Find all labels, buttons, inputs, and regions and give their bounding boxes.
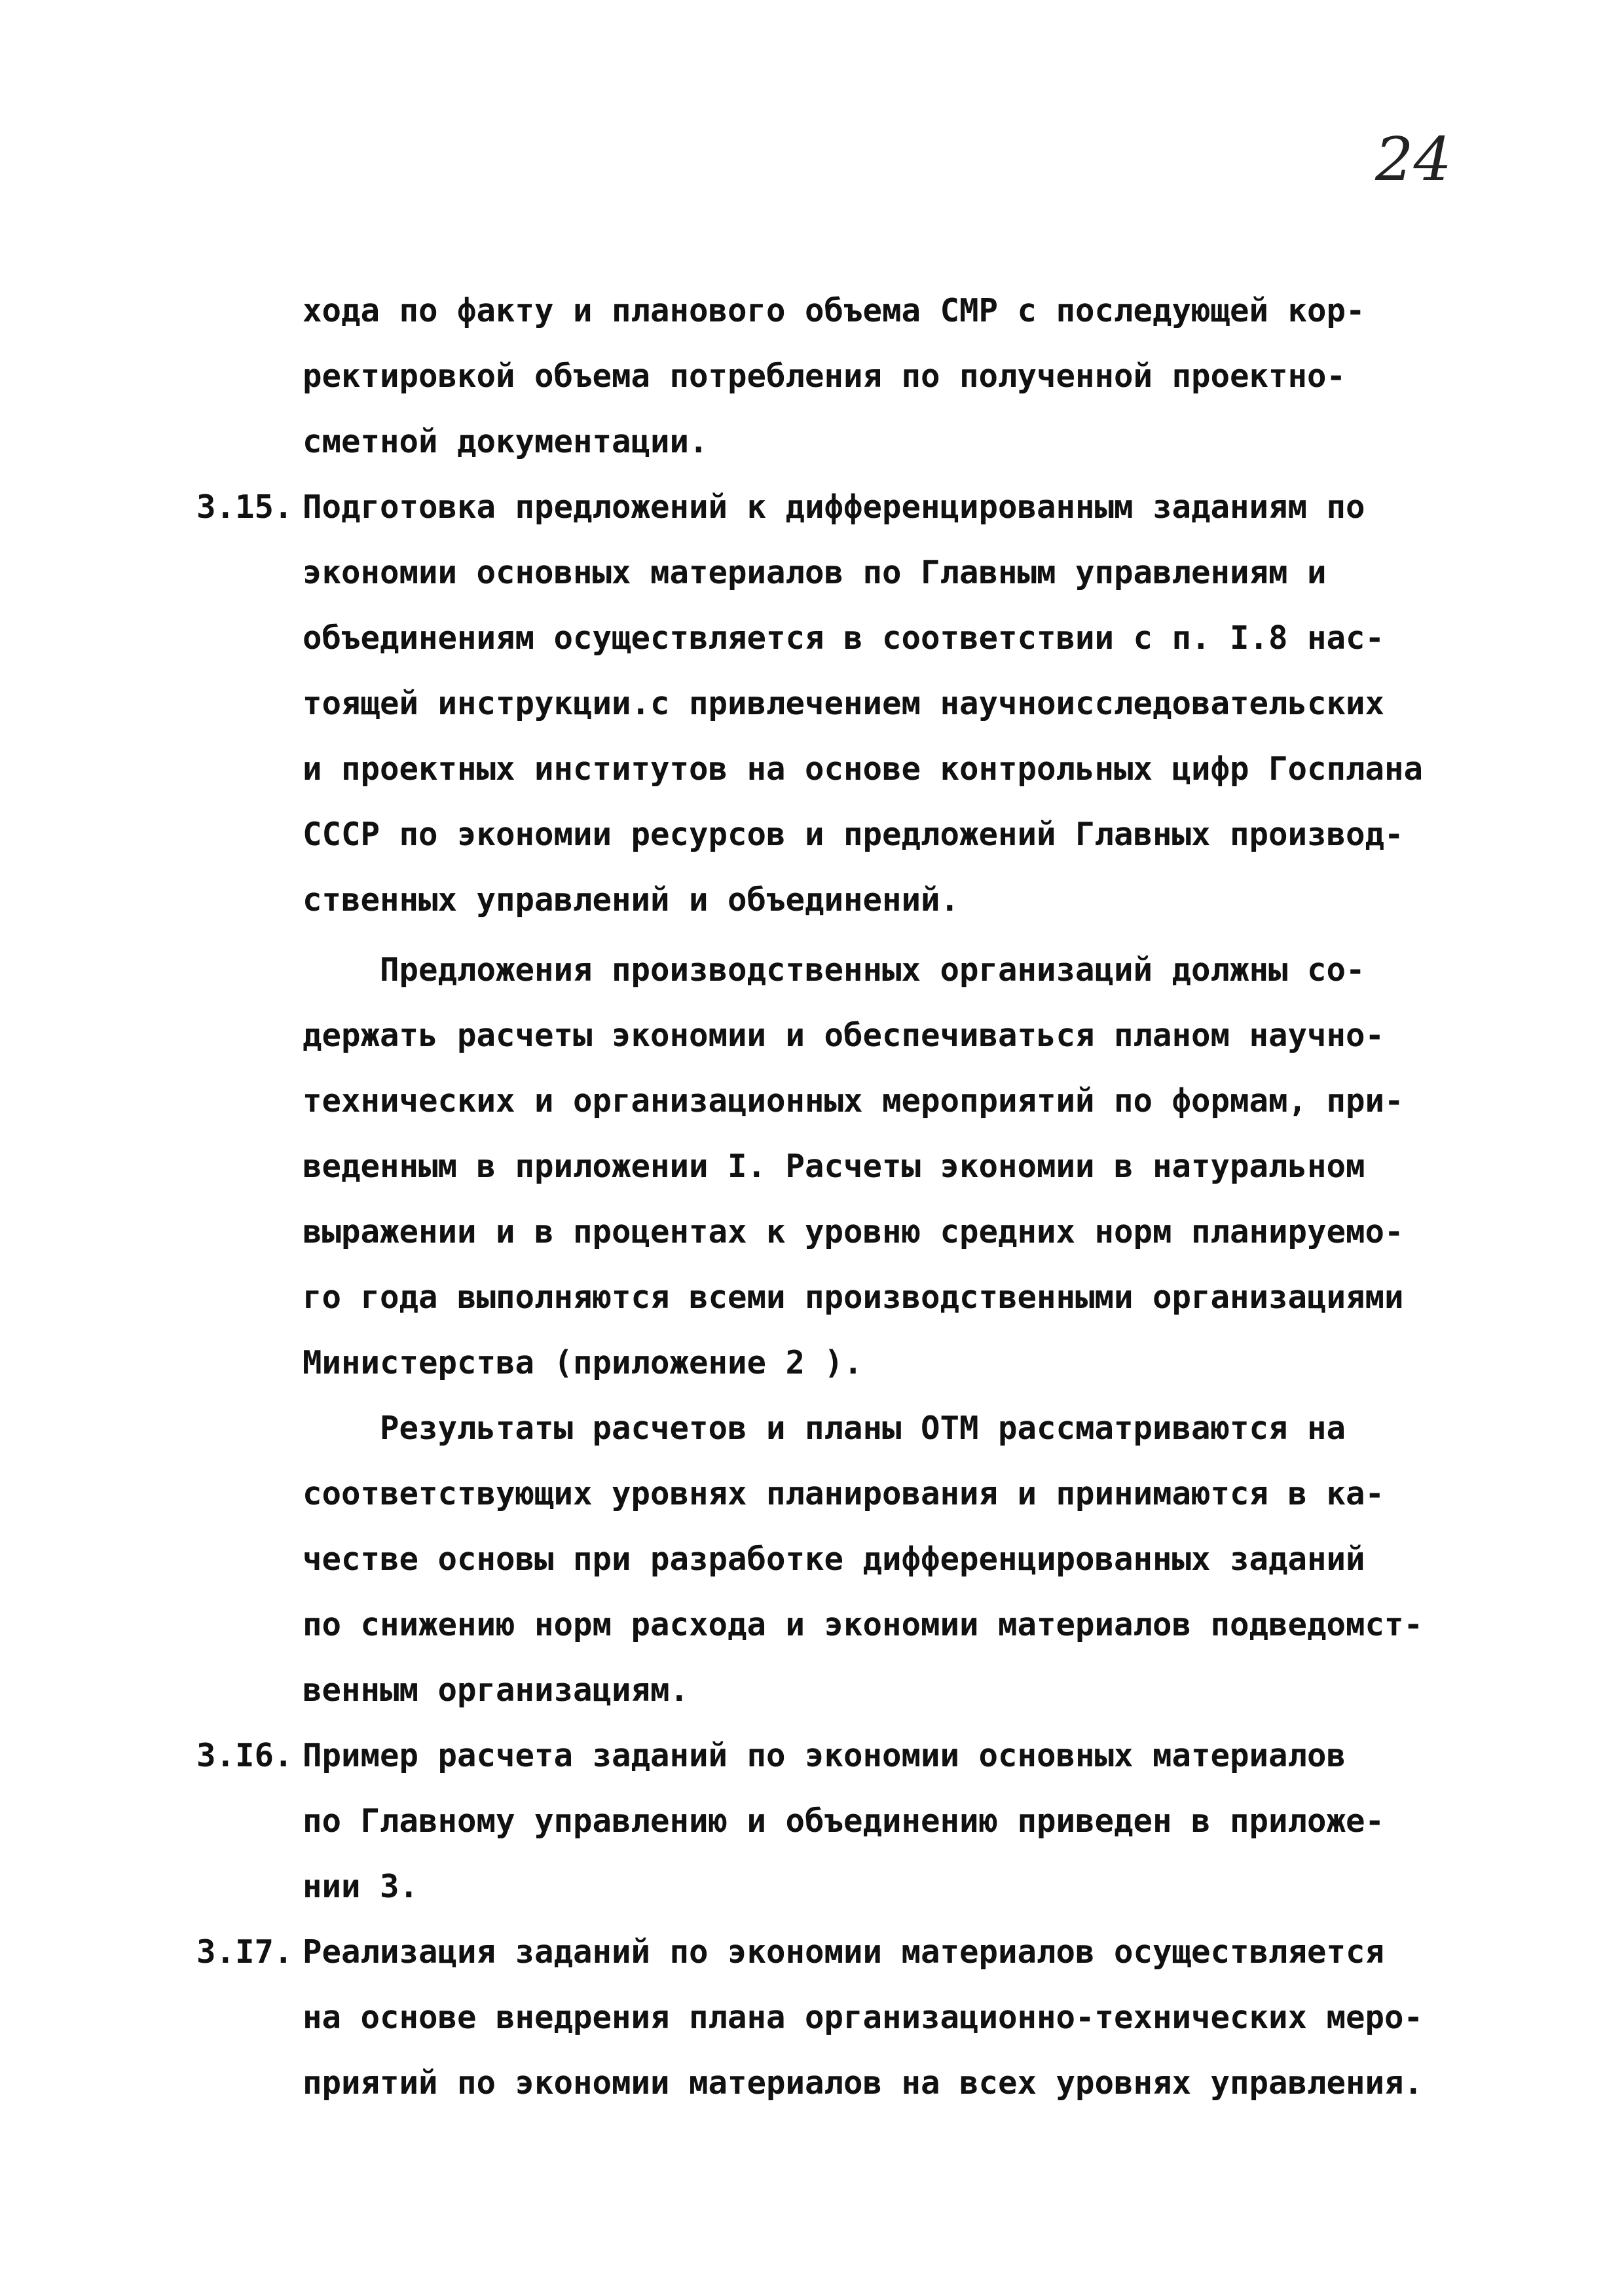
text-line: объединениям осуществляется в соответствии с п. I.8 нас- (303, 619, 1385, 657)
text-line: хода по факту и планового объема СМР с последующей кор- (303, 292, 1365, 329)
item-3-15-text (303, 475, 1468, 933)
text-line: Подготовка предложений к дифференцированным заданиям по (303, 488, 1365, 526)
text-line: Результаты расчетов и планы ОТМ рассматриваются на (303, 1410, 1346, 1447)
text-line: венным организациям. (303, 1671, 690, 1709)
results-paragraph (303, 1396, 1468, 1723)
text-line: ректировкой объема потребления по полученной проектно- (303, 357, 1346, 395)
text-line: технических и организационных мероприятий по формам, при- (303, 1082, 1404, 1120)
text-line: Реализация заданий по экономии материалов осуществляется (303, 1933, 1385, 1971)
item-number-3-15: 3.15. (196, 488, 293, 526)
text-line: ственных управлений и объединений. (303, 881, 960, 919)
continuation-paragraph (303, 278, 1468, 475)
text-line: сметной документации. (303, 423, 709, 460)
text-line: выражении и в процентах к уровню средних норм планируемо- (303, 1213, 1404, 1250)
item-3-17-text (303, 1920, 1468, 2116)
text-line: Пример расчета заданий по экономии основных материалов (303, 1737, 1346, 1774)
text-line: Предложения производственных организаций должны со- (303, 951, 1365, 989)
text-line: Министерства (приложение 2 ). (303, 1344, 863, 1381)
text-line: держать расчеты экономии и обеспечиваться планом научно- (303, 1017, 1385, 1054)
text-line: по снижению норм расхода и экономии материалов подведомст- (303, 1606, 1424, 1643)
text-line: го года выполняются всеми производственными организациями (303, 1279, 1404, 1316)
text-line: СССР по экономии ресурсов и предложений Главных производ- (303, 816, 1404, 853)
text-line: и проектных институтов на основе контрольных цифр Госплана (303, 750, 1424, 788)
text-line: экономии основных материалов по Главным управлениям и (303, 554, 1327, 591)
text-line: соответствующих уровнях планирования и принимаются в ка- (303, 1475, 1385, 1512)
item-number-3-16: 3.I6. (196, 1737, 293, 1774)
text-line: по Главному управлению и объединению приведен в приложе- (303, 1802, 1385, 1840)
text-line: честве основы при разработке дифференцированных заданий (303, 1540, 1365, 1578)
page-number: 24 (1375, 124, 1452, 194)
text-line: нии 3. (303, 1868, 419, 1905)
text-line: приятий по экономии материалов на всех уровнях управления. (303, 2064, 1424, 2102)
text-line: тоящей инструкции.с привлечением научноисследовательских (303, 685, 1385, 722)
item-number-3-17: 3.I7. (196, 1933, 293, 1971)
item-3-16-text (303, 1723, 1468, 1920)
text-line: на основе внедрения плана организационно-технических меро- (303, 1999, 1424, 2036)
text-line: веденным в приложении I. Расчеты экономии в натуральном (303, 1148, 1365, 1185)
proposals-paragraph (303, 938, 1468, 1396)
